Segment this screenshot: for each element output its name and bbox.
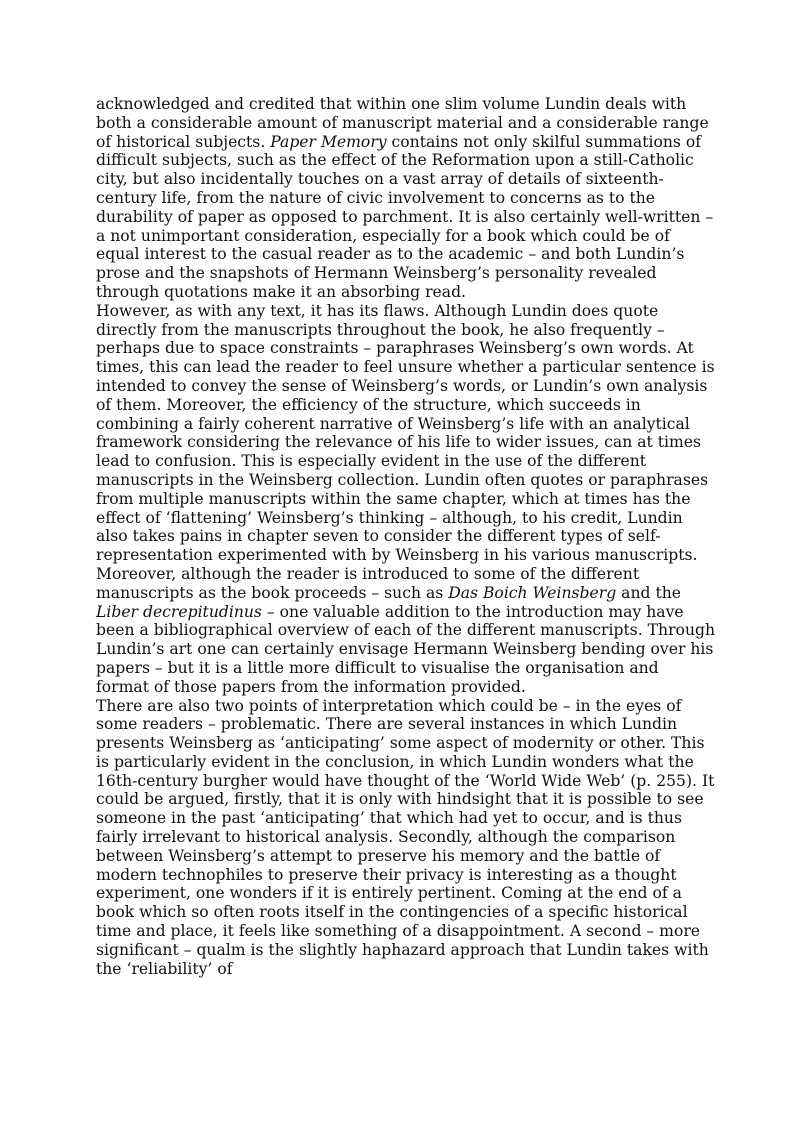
- document-page: [96, 95, 716, 978]
- text-segment: contains not only skilful summations of difficult subjects, such as the effect of the Reformation upon a still-Catholic city, but also incidentally touches on a vast array of details of sixteenth-century life, from the nature of civic involvement to concerns as to the durability of paper as opposed to parchment. It is also certainly well-written – a not unimportant consideration, especially for a book which could be of equal interest to the casual reader as to the academic – and both Lundin’s prose and the snapshots of Hermann Weinsberg’s personality revealed through quotations make it an absorbing read.: [96, 132, 714, 301]
- paragraph-2: [96, 302, 716, 697]
- paragraph-3: [96, 697, 716, 979]
- text-segment: However, as with any text, it has its flaws. Although Lundin does quote directly from the manuscripts throughout the book, he also frequently – perhaps due to space constraints – paraphrases Weinsberg’s own words. At times, this can lead the reader to feel unsure whether a particular sentence is intended to convey the sense of Weinsberg’s words, or Lundin’s own analysis of them. Moreover, the efficiency of the structure, which succeeds in combining a fairly coherent narrative of Weinsberg’s life with an analytical framework considering the relevance of his life to wider issues, can at times lead to confusion. This is especially evident in the use of the different manuscripts in the Weinsberg collection. Lundin often quotes or paraphrases from multiple manuscripts within the same chapter, which at times has the effect of ‘flattening’ Weinsberg’s thinking – although, to his credit, Lundin also takes pains in chapter seven to consider the different types of self-representation experimented with by Weinsberg in his various manuscripts. Moreover, although the reader is introduced to some of the different manuscripts as the book proceeds – such as: [96, 301, 715, 602]
- text-segment: – one valuable addition to the introduction may have been a bibliographical overview of each of the different manuscripts. Through Lundin’s art one can certainly envisage Hermann Weinsberg bending over his papers – but it is a little more difficult to visualise the organisation and format of those papers from the information provided.: [96, 602, 716, 696]
- paragraph-1: [96, 95, 716, 302]
- text-segment: and the: [616, 583, 681, 602]
- book-title-paper-memory: Paper Memory: [270, 132, 387, 151]
- manuscript-title-das-boich-weinsberg: Das Boich Weinsberg: [448, 583, 617, 602]
- text-segment: acknowledged and credited that within one slim volume Lundin deals with both a considerable amount of manuscript material and a considerable range of historical subjects.: [96, 95, 709, 151]
- manuscript-title-liber-decrepitudinus: Liber decrepitudinus: [96, 602, 262, 621]
- text-segment: There are also two points of interpretation which could be – in the eyes of some readers – problematic. There are several instances in which Lundin presents Weinsberg as ‘anticipating’ some aspect of modernity or other. This is particularly evident in the conclusion, in which Lundin wonders what the 16th-century burgher would have thought of the ‘World Wide Web’ (p. 255). It could be argued, firstly, that it is only with hindsight that it is possible to see someone in the past ‘anticipating’ that which had yet to occur, and is thus fairly irrelevant to historical analysis. Secondly, although the comparison between Weinsberg’s attempt to preserve his memory and the battle of modern technophiles to preserve their privacy is interesting as a thought experiment, one wonders if it is entirely pertinent. Coming at the end of a book which so often roots itself in the contingencies of a specific historical time and place, it feels like something of a disappointment. A second – more significant – qualm is the slightly haphazard approach that Lundin takes with the ‘reliability’ of: [96, 696, 715, 978]
